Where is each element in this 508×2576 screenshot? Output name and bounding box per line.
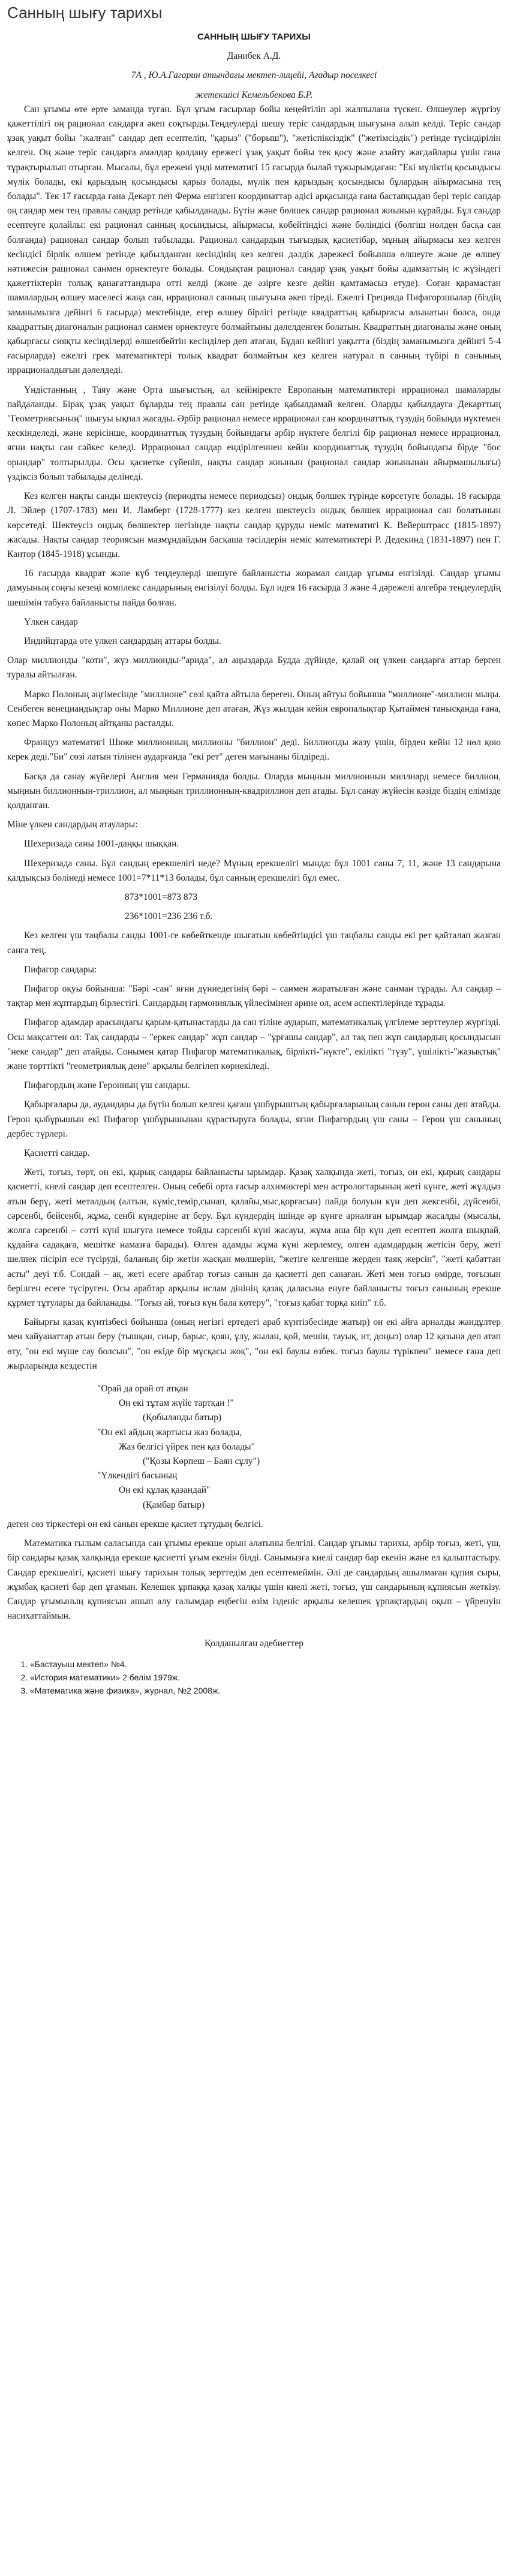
body-paragraph: Міне үлкен сандардың атаулары:	[7, 820, 138, 830]
body-paragraph: Индийцтарда өте үлкен сандардың аттары болды.	[24, 635, 221, 646]
body-paragraph: Шехеризада саны. Бұл сандың ерекшелігі неде? Мұның ерекшелігі мында: бұл 1001 саны 7, 11, және 13 сандарына қалдықсыз бөлінеді немесе 1001=7*11*13 болады, бұл санның ерекшелігі бұл емес.	[7, 858, 501, 883]
body-paragraph: Пифагордың және Геронның үш сандары.	[24, 1080, 190, 1091]
reference-item: 3. «Математика және физика», журнал, №2 2008ж.	[30, 1684, 501, 1697]
poem-line: "Орай да орай от атқан	[97, 1384, 188, 1394]
body-paragraph: Шехеризада саны 1001-даңқы шыққан.	[24, 839, 179, 849]
reference-item: 1. «Бастауыш мектеп» №4.	[30, 1658, 501, 1671]
body-paragraph: 236*1001=236 236 т.б.	[125, 911, 213, 922]
poem-line: ("Қозы Көрпеш – Баян сұлу")	[143, 1456, 260, 1467]
page-title: Санның шығу тарихы	[7, 4, 163, 22]
article-school: 7А , Ю.А.Гагарин атындағы мектеп-лицейі, Ағадыр поселкесі	[131, 70, 377, 81]
body-paragraph: Кез келген үш таңбалы санды 1001-ге көбейткенде шығатын көбейтіндісі үш таңбалы санды екі рет қайталап жазған санға тең.	[7, 930, 501, 956]
body-paragraph: Байырғы қазақ күнтізбесі бойынша (оның негізгі ертедегі араб күнтізбесінде жатыр) он екі айға арналды жандұлтер мен хайуанаттар атын беру (тышқан, сиыр, барыс, қоян, ұлу, жылан, қой, мешін, тауық, ит, доңыз) олар 12 қазына деп атап өту, "он екі мүше сау болсын", "он екіде бір мұсқасы жоқ", "он екі баулы өзбек. тоғыз баулы түрікпен" немесе ғана деп жырларында кездестін	[7, 1317, 501, 1371]
poem-line: (Қобыланды батыр)	[143, 1412, 222, 1423]
article	[7, 30, 501, 1697]
poem-block	[7, 1382, 501, 1513]
body-paragraph: Олар миллионды "коти", жүз миллионды-"арида", ал аңыздарда Будда дүйінде, қалай оң үлкен сандарға аттар берген туралы айтылған.	[7, 655, 501, 680]
poem-line: (Қамбар батыр)	[143, 1499, 205, 1510]
body-paragraph: Сан ұғымы өте ерте заманда туған. Бұл ұғым ғасырлар бойы кеңейтіліп әрі жалпылана түскен. Өлшеулер жүргізу қажеттілігі оң рационал сандарға әкеп соқтырды.Теңдеулерді шешу теріс сандардың шығуына алып келді. Теріс сандар ұзақ уақыт бойы "жалған" сандар деп есептеліп, "қарыз" ("борыш"), "жетіспіксіздік" ("жетімсіздік") ретінде түсіндірілін келген. Оң және теріс сандарға амалдар қолдану ережесі ұзақ уақыт бойы тек қосу және азайту жағдайлары үшін ғана тұрақтырылып отырған. Мысалы, бұл ережені үнді математигі 15 ғасырда былай тұжырымдаған: "Екі мүліктің қосындысы мүлік болады, екі қарыздың қосындысы қарыз болады, мүлік пен қарыздың қосындысы бұлардың айырмасына тең болады". Тек 17 ғасырда ғана Декарт пен Ферма енгізген координаттар әдісі арқасында ғана бастапқыдан бері теріс сандар оң сандар мен тең правлы сандар ретінде қабылданады. Бүтін және бөлшек сандар рационал жиынын құрайды. Бұл сандар есептеуге қолайлы: екі рационал санның қосындысы, айырмасы, көбейтіндісі және бөліндісі (бөлгіш нөлден басқа сан болғанда) рационал сандар болып табылады. Рационал сандардың тығыздық қасиетібар, мұның айырмасы кез келген кесіндісі бірлік өлшем ретінде қабылданған кесіндінің кез келген дәлдік дәрежесі бойынша өлшеуге және де өлшеу нәтижесін рационал санмен өрнектеуге болады. Сондықтан рационал сандар ұзақ уақыт бойы адамзаттың іс жүзіндегі қажеттіктерін толық қанағаттандыра отті келді (және де әзірге кезге дейін қамтамасыз етуде). Соған қарамастан шамалардың өлшеу мәселесі жаңа сан, иррационал санның шығуына әкеп тіреді. Ежелгі Грецияда Пифагорзшылар (біздің заманымызға дейінгі 6 ғасырда) мектебінде, егер өлшеу бірлігі ретінде квадраттың қабырғасы алынатын болса, онда квадраттың диагоналын рационал санмен өрнектеуге болмайтыны дәлелденген болатын. Квадраттың диагоналы және оның қабырғасы сияқты кесінділерді өлшенбейтін кесінділер деп атаған, Бұдан кейінгі уақытта (біздің заманымызға дейінгі 5-4 ғасырларда) ежелгі грек математиктері толық квадрат болмайтын кез келген натурал n санның түбірі n санының иррационалдығын дәлелдеді.	[7, 104, 501, 376]
body-paragraph: Пифагор сандары:	[24, 964, 97, 975]
body-paragraph: 873*1001=873 873	[125, 891, 198, 902]
body-paragraph: Кез келген нақты санды шектеусіз (периодты немесе периодсыз) ондық бөлшек түрінде көрсетуге болады. 18 ғасырда Л. Эйлер (1707-1783) мен И. Ламберт (1728-1777) кез келген шектеусіз ондық бөлшек иррационал сан болатынын көрсетеді. Шектеусіз ондық бөлшектер негізінде нақты сандар құруды неміс математигі К. Вейерштрасс (1815-1897) жасады. Нақты сандар теориясын мазмұндайдың басқаша тәсілдерін неміс математиктері Р. Дедекинд (1831-1897) пен Г. Кантор (1845-1918) ұсынды.	[7, 491, 501, 559]
reference-item: 2. «История математики» 2 белім 1979ж.	[30, 1671, 501, 1684]
body-paragraph: Қасиетті сандар.	[24, 1148, 90, 1159]
references-title: Қолданылған әдебиеттер	[204, 1638, 304, 1649]
article-author: Данибек А.Д.	[227, 51, 281, 62]
body-paragraph: деген сөз тіркестері он екі санын ерекше қасиет тұтудың белгісі.	[7, 1519, 263, 1529]
article-body	[7, 103, 501, 1624]
body-paragraph: 16 ғасырда квадрат және күб теңдеулерді шешуге байланысты жорамал сандар ұғымы енгізілді. Сандар ұғымы дамуының соңғы кезеңі комплекс сандарының енгізілуі болды. Бұл идея 16 ғасырда 3 және 4 дәрежелі алгебра теңдеулердің шешімін табуға байланысты пайда болған.	[7, 568, 501, 608]
poem-line: "Он екі айдың жартысы жаз болады,	[97, 1427, 242, 1438]
body-paragraph: Пифагор адамдар арасындағы қарым-қатынастарды да сан тіліне аударып, математикалық үлгілеме зерттеулер жүргізді. Осы мақсаттен ол: Тақ сандарды – "еркек сандар" жұп сандар – "ұрғашы сандар", ал тақ пен жұп сандардың қосындысын "неке сандар" деп атайды. Сонымен қатар Пифагор математикалық, бірлікті-"нүкте", екілікті "түзу", үшілікті-"жазықтық" және төрттікті "геометриялық дене" арқылы белгілеп көрнекіледі.	[7, 1017, 501, 1071]
body-paragraph: Қабырғалары да, аудандары да бүтін болып келген қағаш үшбұрыштың қабырғаларының санын герон саны деп атайды. Герон қыбұрышын екі Пифагор үшбұрышынан құрастыруға болады, яғни Пифагордың үш саны – Герон үш санының дербес түрлері.	[7, 1099, 501, 1139]
references-list	[7, 1658, 501, 1697]
body-paragraph: Басқа да санау жүйелері Англия мен Германияда болды. Оларда мыңнын миллионнын миллиард немесе биллион, мыңнын биллионнын-триллион, ал мыңнын триллионның-квадриллион деп атады. Бұл санау жүйесін кәзіде біздің еліміздe қолданған.	[7, 771, 501, 811]
article-title: САННЫҢ ШЫҒУ ТАРИХЫ	[197, 32, 311, 42]
body-paragraph: Француз математигі Шюке миллионның миллионы "биллион" деді. Биллионды жазу үшін, бірден кейін 12 нөл қою керек деді."Би" сөзі латын тілінен аударғанда "екі рет" деген мағынаны білдіреді.	[7, 737, 501, 763]
poem-line: Он екі тұтам жүйе тартқан !"	[119, 1398, 234, 1409]
body-paragraph: Пифагор оқуы бойынша: "Бәрі -сан" яғни дүниедегінің бәрі – санмен жаратылған және санман тұрады. Ал сандар – тақтар мен жұптардың бірлестігі. Сандардың гармониялық үйлесімінен әрине ол, асем аспектілерінде тұрады.	[7, 983, 501, 1009]
body-paragraph: Жеті, тоғыз, төрт, он екі, қырық сандары байланысты ырымдар. Қазақ халқында жеті, тоғыз, он екі, қырық сандары қасиетті, киелі сандар деп есептелген. Оның себебі орта ғасыр алхимиктері мен астрологтарының жеті күнге, жеті жұлдыз атын берү, жеті металдың (алтын, күміс,темір,сынап, қалайы,мыс,қорғасын) пайда болуын күн деп жексенбі, дүйсенбі, сәрсенбі, бейсенбі, жұма, сенбі күндеріне ат беру. Бұл күндердің ішінде әр күнге арналған ырымдар жасалды (мысалы, жолға сәрсенбі – сәтті күні шығуға немесе тойды сәрсенбі күні жасауы, жұма аша бір күн деп есептеп жолға шықпай, құдайға садақаға, мешітке намазға барады). Өлген адамды жұма күні жерлемеу, өлген адамдардың жетісін беру, жеті шелпек пісіріп есе түсіруді, баланың бір жетін жасқан мөлшерін, "жетіге келгенше жерден таяқ жерсін", "жеті қабаттан асты" деуі т.б. Сондай – ақ, жеті есеге арабтар тоғыз санын да қасиетті деп санаған. Жеті мен тоғыз өмірде, тоғызын берілген есеге түсіруген. Осы арабтар арқылы ислам дінінің қазақ даласына енуге байланысты тоғыз санының ерекше құрмет тұтулары да байланады. "Тоғыз ай, тоғыз күн бала көтеру", "тоғыз қабат торқа киіп" т.б.	[7, 1167, 501, 1309]
body-paragraph: Математика ғылым саласында сан ұғымы ерекше орын алатыны белгілі. Сандар ұғымы тарихы, әрбір тоғыз, жеті, үш, бір сандары қазақ халқында ерекше қасиетті ұғым екенін білді. Санымызға киелі сандар бар екенін және ел қалыптастыру. Сандар ерекшелігі, қасиеті шығу тарихын толық зерттедім деп есептемеймін. Әлі де сандардың ашылмаған құпия сыры, жұмбақ қасиеті бар деп ұғамын. Келешек ұрпаққа қазақ халқы үшін киелі жеті, тоғыз, үш сандарының құпиясын жеткізу. Сандар ұғымының құпиясын ашып алу ғалымдар еңбегін өзім ізденіс арқылы келешек ұрпақтардың оқып – үйренуін насихаттаймын.	[7, 1538, 501, 1622]
body-paragraph: Марко Полоның әңгімесінде "миллионе" сөзі қайта айтыла береген. Оның айтуы бойынша "миллионе"-миллион мыңы. Сенбеген венециандықтар оны Марко Миллионе деп атаған, Жүз жылдан кейін европалықтар Қытаймен танысқанда ғана, көпес Марко Полоның айтқаны расталды.	[7, 689, 501, 728]
poem-line: Он екі құлақ қазандай"	[119, 1485, 211, 1496]
body-paragraph: Үлкен сандар	[24, 616, 78, 627]
poem-line: "Үлкендігі басының	[97, 1471, 178, 1481]
article-teacher: жетекшісі Кемельбекова Б.Р.	[195, 89, 313, 100]
body-paragraph: Үндістанның , Таяу және Орта шығыстың, ал кейініректе Европаның математиктері иррационал шамаларды пайдаланды. Бірақ ұзақ уақыт бұларды тең правлы сан ретінде қабылдамай келген. Оларды қабылдауға Декарттың "Геометриясының" шығуы ықпал жасады. Әрбір рационал немесе иррационал сан координаттық түзудің бойында нүктемен кескінделеді, және керісінше, координаттық түзудың бойындағы әрбір нүктеге белгілі бір рационал немесе иррационал, яғни нақты сан сәйкес келеді. Иррационал сандар ендірілгеннен кейін координаттық түзудің бойындағы бірде "бос орындар" толтырылды. Осы қасиетке сүйеніп, нақты сандар жиынын (рационал сандар жиынынан айырмашылығы) үздіксіз болып табылады делінеді.	[7, 384, 501, 482]
poem-line: Жаз белгісі үйрек пен қаз болады"	[119, 1441, 255, 1452]
